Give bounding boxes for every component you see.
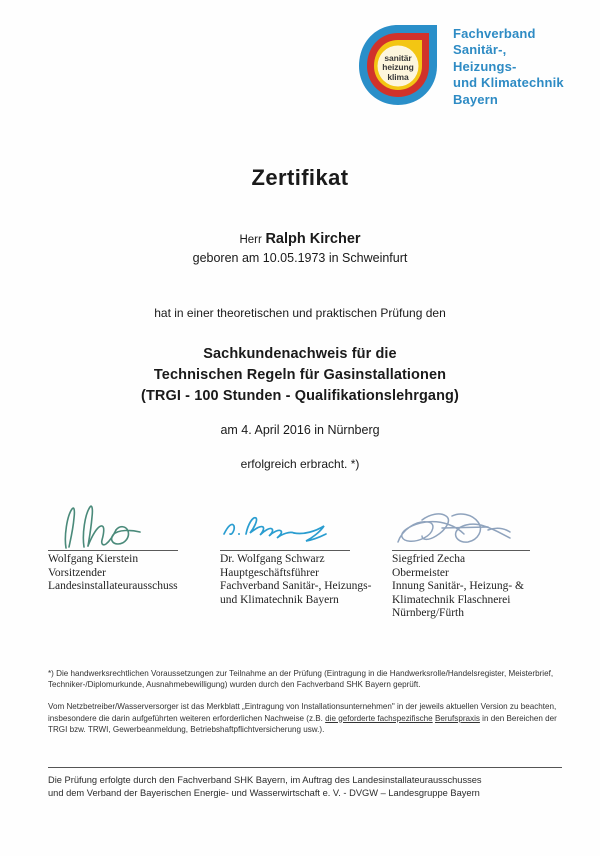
signature-names-schwarz [220, 551, 392, 607]
signature-column-kierstein [48, 500, 220, 621]
signature-column-zecha [392, 500, 564, 621]
bottom-line-1: Die Prüfung erfolgte durch den Fachverband SHK Bayern, im Auftrag des Landesinstallateurausschusses [48, 775, 482, 785]
org-line-5: Bayern [453, 91, 498, 107]
recipient-line [0, 231, 600, 247]
qualification-line-2: Technischen Regeln für Gasinstallationen [153, 367, 447, 383]
footnotes [48, 668, 564, 735]
signature-ink-schwarz [220, 500, 392, 550]
qualification-line-3: (TRGI - 100 Stunden - Qualifikationslehrgang) [141, 388, 459, 404]
sig1-line-2: Vorsitzender [48, 566, 106, 579]
sig2-line-1: Dr. Wolfgang Schwarz [220, 553, 325, 565]
footnote-paragraph-1: *) Die handwerksrechtlichen Voraussetzungen zur Teilnahme an der Prüfung (Eintragung in die Handwerksrolle/Handelsregister, Meisterbrief, Techniker-/Diplomurkunde, Ausnahmebewilligung) wurden durch den Fachverband SHK Bayern geprüft. [48, 669, 554, 690]
signature-block [48, 500, 564, 621]
org-line-3: Heizungs- [453, 58, 517, 74]
intro-line: hat in einer theoretischen und praktischen Prüfung den [154, 306, 446, 320]
logo-line-sanitaer: sanitär [384, 52, 412, 63]
footnote-2-underlined-2: Berufspraxis [434, 713, 480, 723]
organization-name [453, 22, 564, 108]
sig3-line-1: Siegfried Zecha [392, 553, 466, 565]
shk-bayern-droplet-logo-icon [355, 22, 441, 114]
bottom-divider [48, 767, 562, 768]
footnote-2-part-1: Vom Netzbetreiber/Wasserversorger ist das Merkblatt „Eintragung von Installationsunternehmen" in der jeweils aktuellen Version zu beachten, insbesondere die darin aufgeführten weiteren erforderlichen Nachweise (z.B. [48, 702, 557, 723]
footnote-paragraph-2 [48, 701, 564, 735]
sig1-line-3: Landesinstallateurausschuss [48, 580, 178, 593]
footnote-spacer [48, 690, 564, 701]
salutation: Herr [239, 234, 262, 246]
qualification-block [0, 344, 600, 407]
certificate-title: Zertifikat [251, 165, 349, 190]
footnote-2-underlined-1: die geforderte fachspezifische [325, 713, 433, 723]
recipient-name: Ralph Kircher [265, 231, 361, 247]
sig1-line-1: Wolfgang Kierstein [48, 553, 139, 565]
sig3-line-3: Innung Sanitär-, Heizung- & [392, 580, 524, 593]
sig2-line-3: Fachverband Sanitär-, Heizungs- [220, 580, 372, 593]
signature-names-zecha [392, 551, 564, 621]
signature-ink-zecha [392, 500, 564, 550]
signature-names-kierstein [48, 551, 220, 594]
sig3-line-4: Klimatechnik Flaschnerei [392, 593, 511, 606]
sig3-line-2: Obermeister [392, 566, 449, 579]
sig2-line-2: Hauptgeschäftsführer [220, 566, 319, 579]
birth-line: geboren am 10.05.1973 in Schweinfurt [192, 251, 408, 265]
logo-line-heizung: heizung [382, 62, 414, 73]
signature-column-schwarz [220, 500, 392, 621]
result-line: erfolgreich erbracht. *) [240, 457, 360, 471]
footnote-2-part-2: in den Bereichen der TRGI bzw. TRWI, Gewerbeanmeldung, Betriebshaftpflichtversicherung usw.). [48, 713, 557, 734]
sig3-line-5: Nürnberg/Fürth [392, 607, 464, 620]
logo-line-klima: klima [387, 71, 409, 82]
sig2-line-4: und Klimatechnik Bayern [220, 593, 339, 606]
bottom-statement [48, 774, 568, 799]
bottom-line-2: und dem Verband der Bayerischen Energie- und Wasserwirtschaft e. V. - DVGW – Landesgruppe Bayern [48, 787, 480, 798]
org-line-4: und Klimatechnik [453, 75, 564, 91]
qualification-line-1: Sachkundenachweis für die [203, 346, 397, 362]
org-line-1: Fachverband [453, 26, 536, 41]
certificate-header [355, 22, 585, 124]
exam-date-line: am 4. April 2016 in Nürnberg [220, 423, 380, 437]
signature-ink-kierstein [48, 500, 220, 550]
org-line-2: Sanitär-, [453, 42, 507, 58]
